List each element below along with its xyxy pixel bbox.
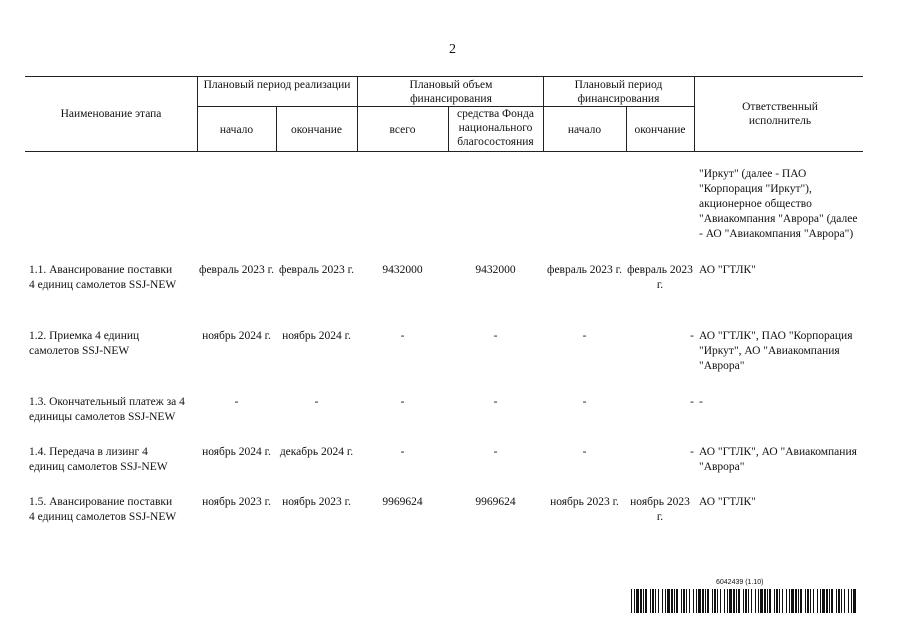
barcode-icon: [631, 589, 859, 613]
page-number: 2: [449, 42, 456, 57]
row-start: ноябрь 2024 г.: [202, 446, 271, 458]
row-stage-name: 1.4. Передача в лизинг 4 единиц самолетов SSJ-NEW: [29, 446, 168, 473]
header-fund-means: средства Фонда национального благосостояния: [457, 108, 534, 148]
row-stage-name: 1.3. Окончательный платеж за 4 единицы самолетов SSJ-NEW: [29, 396, 185, 423]
row-finance-end: ноябрь 2023 г.: [630, 496, 690, 523]
barcode-id: 6042439 (1.10): [716, 579, 764, 586]
row-end: ноябрь 2024 г.: [282, 330, 351, 342]
row-finance-start: февраль 2023 г.: [547, 264, 622, 276]
row-total: -: [400, 330, 405, 342]
row-finance-start: ноябрь 2023 г.: [550, 496, 619, 508]
header-responsible: Ответственный исполнитель: [742, 101, 818, 127]
row-fund: 9432000: [475, 264, 516, 276]
row-stage-name: 1.5. Авансирование поставки 4 единиц самолетов SSJ-NEW: [29, 496, 177, 523]
row-fund: -: [493, 396, 498, 408]
header-planned-period-realization: Плановый период реализации: [203, 79, 351, 91]
row-start: -: [234, 396, 239, 408]
row-responsible: АО "ГТЛК": [699, 264, 756, 276]
row-total: -: [400, 446, 405, 458]
row-finance-start: -: [582, 446, 587, 458]
row-fund: -: [493, 446, 498, 458]
row-total: 9969624: [382, 496, 423, 508]
row-finance-end: -: [690, 330, 694, 342]
row-total: 9432000: [382, 264, 423, 276]
row-finance-end: февраль 2023 г.: [627, 264, 693, 291]
row-end: -: [314, 396, 319, 408]
row-responsible: АО "ГТЛК": [699, 496, 756, 508]
row-fund: 9969624: [475, 496, 516, 508]
row-end: ноябрь 2023 г.: [282, 496, 351, 508]
row-finance-start: -: [582, 396, 587, 408]
row-end: декабрь 2024 г.: [279, 446, 354, 458]
row-responsible: АО "ГТЛК", АО "Авиакомпания "Аврора": [699, 446, 857, 473]
row-start: ноябрь 2023 г.: [202, 496, 271, 508]
table-top-border: [25, 76, 863, 77]
header-total: всего: [389, 124, 416, 136]
row-fund: -: [493, 330, 498, 342]
row-finance-end: -: [690, 446, 694, 458]
responsible-continuation: "Иркут" (далее - ПАО "Корпорация "Иркут"), акционерное общество "Авиакомпания "Аврора" (далее - АО "Авиакомпания "Аврора"): [699, 168, 858, 240]
row-responsible: АО "ГТЛК", ПАО "Корпорация "Иркут", АО "Авиакомпания "Аврора": [699, 330, 853, 372]
row-responsible: -: [699, 396, 703, 408]
header-planned-volume-financing: Плановый объем финансирования: [409, 79, 493, 105]
subheader-divider: [197, 106, 694, 107]
row-finance-start: -: [582, 330, 587, 342]
row-end: февраль 2023 г.: [279, 264, 354, 276]
row-start: ноябрь 2024 г.: [202, 330, 271, 342]
header-finance-start: начало: [567, 124, 602, 136]
header-stage-name: Наименование этапа: [60, 108, 162, 120]
row-stage-name: 1.2. Приемка 4 единиц самолетов SSJ-NEW: [29, 330, 140, 357]
header-end: окончание: [291, 124, 342, 136]
header-finance-end: окончание: [634, 124, 686, 136]
header-planned-period-financing: Плановый период финансирования: [574, 79, 663, 105]
row-stage-name: 1.1. Авансирование поставки 4 единиц самолетов SSJ-NEW: [29, 264, 177, 291]
row-finance-end: -: [690, 396, 694, 408]
header-bottom-border: [25, 151, 863, 152]
header-start: начало: [219, 124, 254, 136]
row-start: февраль 2023 г.: [199, 264, 274, 276]
row-total: -: [400, 396, 405, 408]
